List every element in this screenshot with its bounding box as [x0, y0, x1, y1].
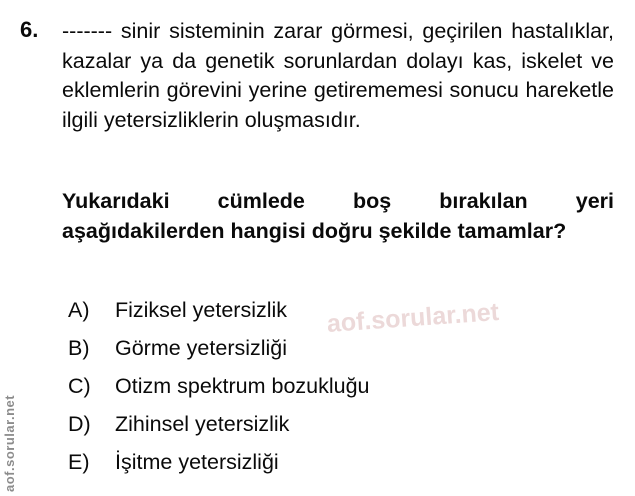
option-c-text: Otizm spektrum bozukluğu [115, 374, 370, 398]
question-number: 6. [20, 17, 39, 42]
option-a-text: Fiziksel yetersizlik [115, 298, 288, 322]
option-e[interactable] [68, 450, 608, 488]
option-d-letter: D) [68, 412, 91, 436]
option-b-letter: B) [68, 336, 90, 360]
option-d[interactable] [68, 412, 608, 450]
option-a[interactable] [68, 298, 608, 336]
option-a-letter: A) [68, 298, 90, 322]
option-c-letter: C) [68, 374, 91, 398]
option-b[interactable] [68, 336, 608, 374]
question-body-text: ------- sinir sisteminin zarar görmesi, geçirilen hastalıklar, kazalar ya da genetik sorunlardan dolayı kas, iskelet ve eklemlerin görevini yerine getirememesi sonucu hareketle ilgili yetersizliklerin oluşmasıdır. [62, 19, 614, 132]
option-c[interactable] [68, 374, 608, 412]
option-b-text: Görme yetersizliği [115, 336, 288, 360]
option-e-letter: E) [68, 450, 90, 474]
option-e-text: İşitme yetersizliği [115, 450, 279, 474]
question-prompt-text: Yukarıdaki cümlede boş bırakılan yeri aşağıdakilerden hangisi doğru şekilde tamamlar? [62, 189, 614, 243]
option-d-text: Zihinsel yetersizlik [115, 412, 290, 436]
center-watermark: aof.sorular.net [325, 298, 500, 338]
side-watermark: aof.sorular.net [2, 394, 17, 492]
answer-options-list [68, 298, 608, 488]
